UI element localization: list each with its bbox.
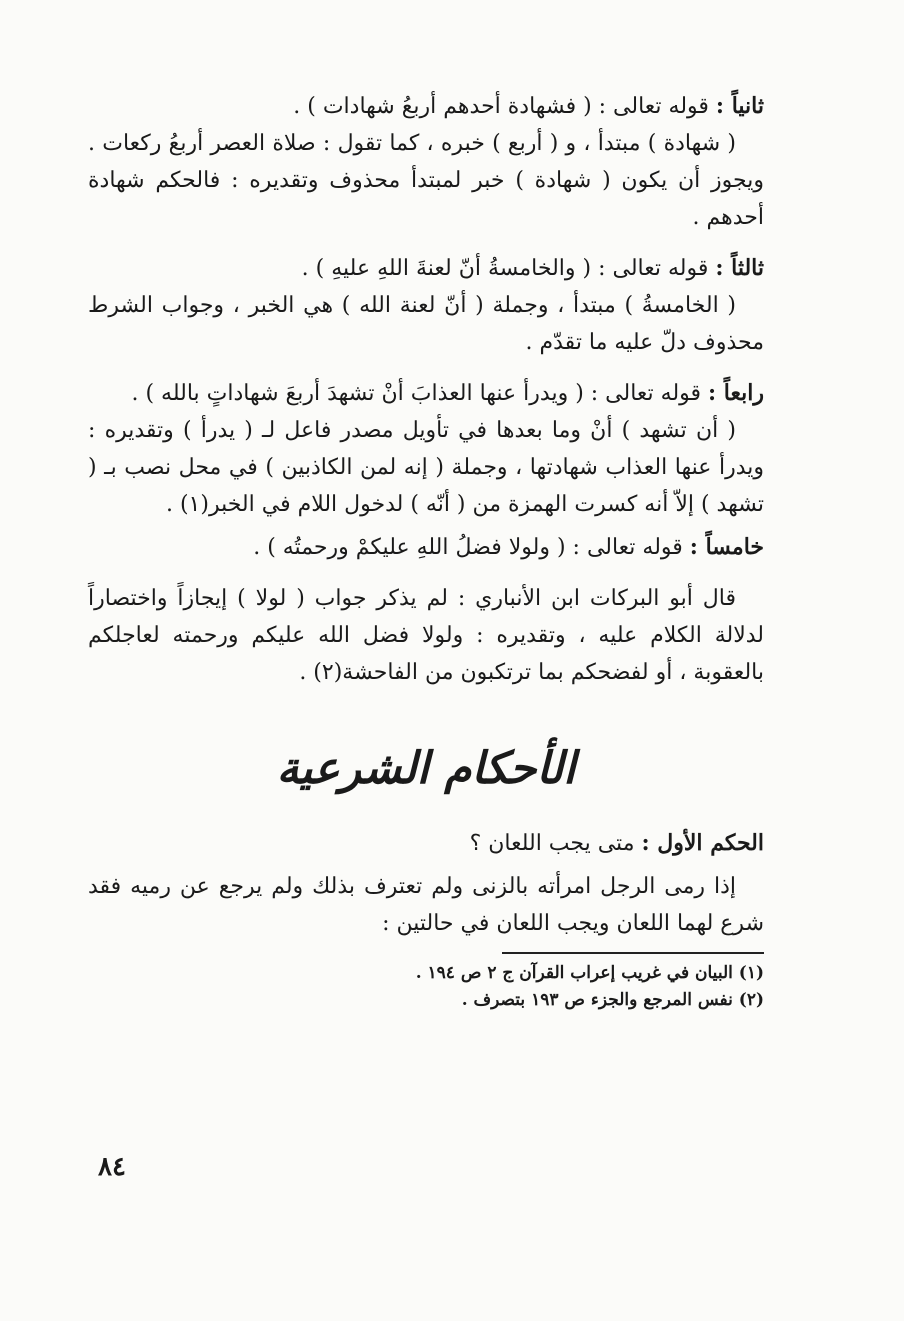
section-lead: رابعاً : (708, 380, 764, 406)
calligraphy-heading: الأحكام الشرعية (276, 743, 576, 794)
section-second-body: ( شهادة ) مبتدأ ، و ( أربع ) خبره ، كما تقول : صلاة العصر أربعُ ركعات . ويجوز أن يكون ( شهادة ) خبر لمبتدأ محذوف وتقديره : فالحكم شهادة أحدهم . (88, 131, 764, 230)
section-fifth-body: قال أبو البركات ابن الأنباري : لم يذكر جواب ( لولا ) إيجازاً واختصاراً لدلالة الكلام عليه ، وتقديره : ولولا فضل الله عليكم ورحمته لعاجلكم بالعقوبة ، أو لفضحكم بما ترتكبون من الفاحشة(٢) . (88, 586, 764, 685)
ruling-question: متى يجب اللعان ؟ (469, 831, 635, 856)
verse-text: قوله تعالى : ( والخامسةُ أنّ لعنةَ اللهِ عليهِ ) . (301, 256, 709, 281)
page-number: ٨٤ (98, 1152, 126, 1182)
section-lead: خامساً : (689, 534, 764, 560)
footnote-separator (502, 952, 764, 954)
ruling-one-body: إذا رمى الرجل امرأته بالزنى ولم تعترف بذلك ولم يرجع عن رميه فقد شرع لهما اللعان ويجب اللعان في حالتين : (88, 874, 764, 936)
section-lead: ثانياً : (715, 93, 764, 119)
section-fourth-verse (88, 375, 764, 412)
section-fourth-body: ( أن تشهد ) أنْ وما بعدها في تأويل مصدر فاعل لـ ( يدرأ ) وتقديره : ويدرأ عنها العذاب شهادتها ، وجملة ( إنه لمن الكاذبين ) في محل نصب بـ ( تشهد ) إلاّ أنه كسرت الهمزة من ( أنّه ) لدخول اللام في الخبر(١) . (88, 418, 764, 517)
verse-text: قوله تعالى : ( فشهادة أحدهم أربعُ شهادات ) . (293, 94, 709, 119)
section-third-body: ( الخامسةُ ) مبتدأ ، وجملة ( أنّ لعنة الله ) هي الخبر ، وجواب الشرط محذوف دلّ عليه ما تقدّم . (88, 293, 764, 355)
footnote-2: (٢) نفس المرجع والجزء ص ١٩٣ بتصرف . (461, 990, 764, 1010)
footnote-1: (١) البيان في غريب إعراب القرآن ج ٢ ص ١٩٤ . (415, 963, 764, 983)
section-second-verse (88, 88, 764, 125)
section-fifth-verse (88, 529, 764, 566)
section-lead: ثالثاً : (715, 255, 764, 281)
ruling-one-title (88, 825, 764, 862)
section-third-verse (88, 250, 764, 287)
ruling-lead: الحكم الأول : (641, 830, 764, 856)
verse-text: قوله تعالى : ( ولولا فضلُ اللهِ عليكمْ ورحمتُه ) . (253, 535, 683, 560)
verse-text: قوله تعالى : ( ويدرأ عنها العذابَ أنْ تشهدَ أربعَ شهاداتٍ بالله ) . (131, 381, 702, 406)
book-page (88, 88, 764, 1014)
